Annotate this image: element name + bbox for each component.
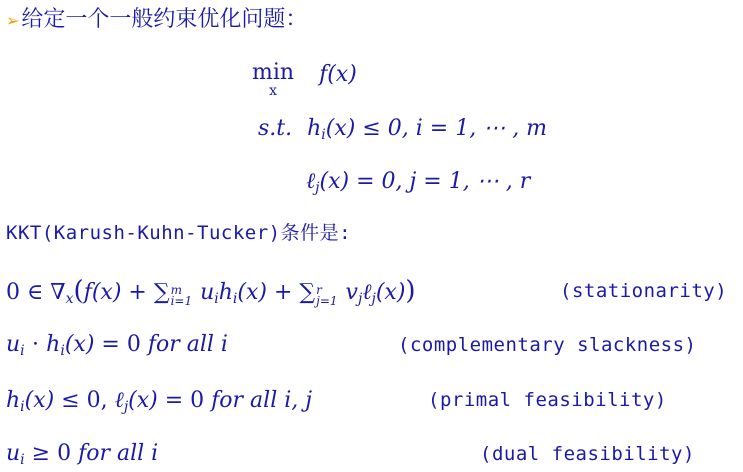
min-operator: min x: [252, 60, 295, 99]
primal-label: (primal feasibility): [428, 389, 667, 411]
stationarity-label: (stationarity): [560, 280, 728, 302]
stationarity-formula: 0 ∈ $\nabla_x(f(x)$ + ∑ m i=1 $u_ih_i(x)$ + ∑ r j=1 $v_j\ell_j(x)$): [6, 276, 416, 308]
kkt-heading: KKT(Karush-Kuhn-Tucker)条件是:: [6, 222, 352, 244]
intro-text: 给定一个一般约束优化问题：: [21, 7, 308, 32]
slackness-label: (complementary slackness): [398, 334, 697, 356]
dual-label: (dual feasibility): [480, 443, 695, 465]
slackness-formula: $u_i \cdot h_i(x) = 0$ for all i: [6, 332, 228, 359]
dual-formula: $u_i \ge 0$ for all i: [6, 441, 159, 468]
objective-function: f(x): [319, 62, 357, 87]
bullet-arrow-icon: ➢: [6, 11, 20, 30]
primal-formula: $h_i(x) \le 0$, ℓ$_j$(x) = 0 for all i, j: [6, 388, 313, 415]
objective-line: [252, 62, 357, 98]
equality-constraint: ℓ$_j$(x) = 0, j = 1, ⋯ , r: [306, 169, 531, 196]
intro-line: [6, 2, 307, 33]
inequality-constraint: s.t. $h_i(x) \le 0$, i = 1, ⋯ , m: [258, 116, 548, 143]
